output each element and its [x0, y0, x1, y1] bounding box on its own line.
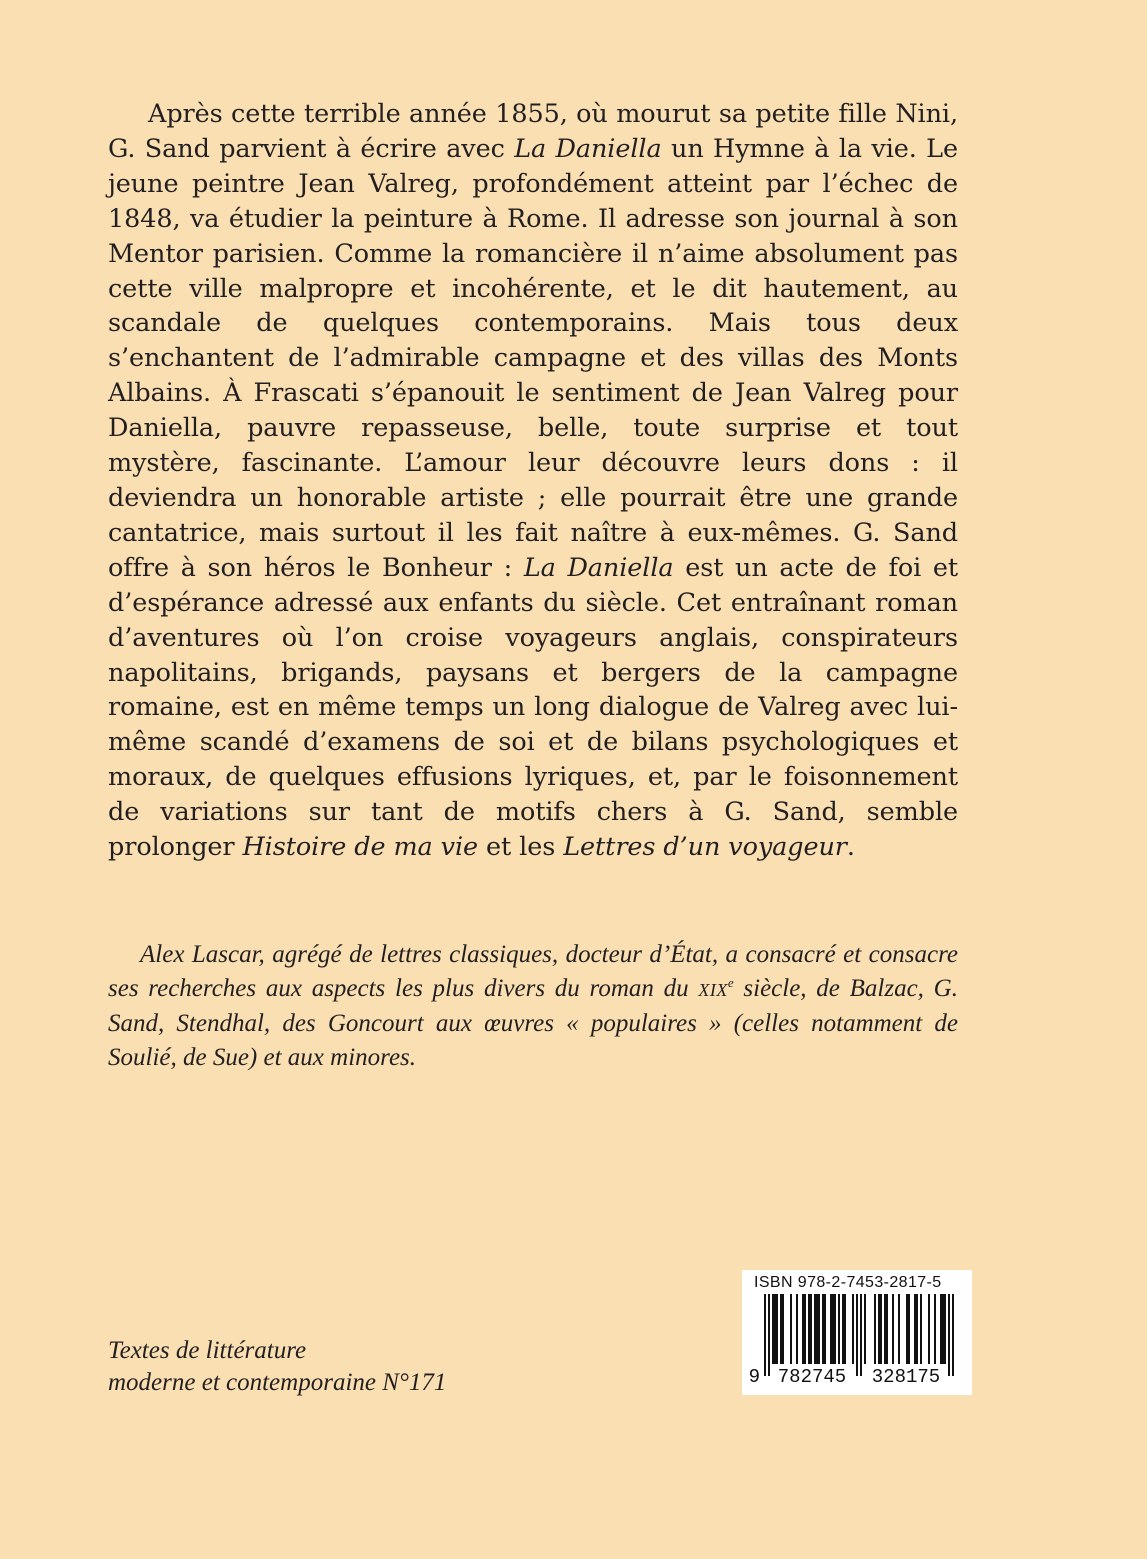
- barcode-bar: [832, 1294, 834, 1364]
- barcode-bar: [928, 1294, 930, 1364]
- century-suffix: e: [727, 975, 734, 990]
- barcode-bar: [898, 1294, 900, 1364]
- barcode-bar: [838, 1294, 840, 1364]
- book-title-italic: La Daniella: [514, 133, 662, 164]
- barcode-bar: [802, 1294, 804, 1364]
- barcode-bar: [856, 1294, 858, 1376]
- barcode-bar: [916, 1294, 918, 1364]
- series-line-2: moderne et contemporaine N°171: [108, 1369, 447, 1396]
- barcode-bar: [814, 1294, 816, 1364]
- blurb-part: et les: [478, 832, 564, 863]
- blurb-paragraph: [108, 97, 958, 865]
- barcode-bar: [892, 1294, 894, 1364]
- barcode-bar: [908, 1294, 910, 1364]
- blurb-part: est un acte de foi et d’espérance adressé aux enfants du siècle. Cet entraînant roman d’aventures où l’on croise voyageurs anglais, conspirateurs napolitains, brigands, paysans et bergers de la campagne romaine, est en même temps un long dialogue de Valreg avec lui-même scandé d’examens de soi et de bilans psychologiques et moraux, de quelques effusions lyriques, et, par le foisonnement de variations sur tant de motifs chers à G. Sand, semble prolonger: [108, 552, 958, 863]
- barcode-bar: [776, 1294, 778, 1364]
- barcode-bar: [884, 1294, 886, 1364]
- barcode-bar: [860, 1294, 862, 1376]
- barcode-bar: [852, 1294, 854, 1364]
- barcode-bar: [952, 1294, 954, 1376]
- barcode-bar: [818, 1294, 820, 1364]
- series-line-1: Textes de littérature: [108, 1337, 307, 1364]
- barcode-bar: [774, 1294, 776, 1364]
- barcode-bar: [920, 1294, 922, 1364]
- barcode-bar: [942, 1294, 944, 1364]
- barcode-bar: [874, 1294, 876, 1364]
- barcode-bar: [824, 1294, 826, 1364]
- barcode-bar: [816, 1294, 818, 1364]
- barcode-bar: [790, 1294, 792, 1364]
- barcode-bar: [878, 1294, 880, 1364]
- barcode-bar: [944, 1294, 946, 1364]
- barcode-bar: [880, 1294, 882, 1364]
- barcode-bar: [864, 1294, 866, 1364]
- blurb-part: un Hymne à la vie. Le jeune peintre Jean Valreg, profondément atteint par l’échec de 1848, va étudier la peinture à Rome. Il adresse son journal à son Mentor parisien. Comme la romancière il n’aime absolument pas cette ville malpropre et incohérente, et le dit hautement, au scandale de quelques contemporains. Mais tous deux s’enchantent de l’admirable campagne et des villas des Monts Albains. À Frascati s’épanouit le sentiment de Jean Valreg pour Daniella, pauvre repasseuse, belle, toute surprise et tout mystère, fascinante. L’amour leur découvre leurs dons : il deviendra un honorable artiste ; elle pourrait être une grande cantatrice, mais surtout il les fait naître à eux-mêmes. G. Sand offre à son héros le Bonheur :: [108, 133, 958, 583]
- barcode-bar: [830, 1294, 832, 1364]
- author-bio-text: siècle, de Balzac, G. Sand, Stendhal, des Goncourt aux œuvres « populaires » (celles notamment de Soulié, de Sue) et aux minores.: [108, 975, 958, 1071]
- barcode-bar: [780, 1294, 782, 1364]
- barcode-bar: [804, 1294, 806, 1364]
- blurb-part: Après cette terrible année 1855, où mourut sa petite fille Nini, G. Sand parvient à écrire avec: [108, 99, 958, 164]
- barcode-bar: [808, 1294, 810, 1364]
- blurb-part: .: [846, 832, 855, 863]
- series-info: [108, 1335, 446, 1399]
- barcode-bar: [796, 1294, 798, 1364]
- barcode-bar: [844, 1294, 846, 1364]
- barcode-bar: [764, 1294, 766, 1376]
- barcode-bar: [772, 1294, 774, 1364]
- barcode-bar: [782, 1294, 784, 1364]
- barcode-digits: 782745: [777, 1366, 847, 1388]
- barcode-bar: [886, 1294, 888, 1364]
- barcode-digits: 9: [748, 1366, 760, 1388]
- barcode-bar: [768, 1294, 770, 1376]
- barcode-bar: [906, 1294, 908, 1364]
- century-numeral: XIX: [698, 980, 728, 1000]
- barcode-bar: [934, 1294, 936, 1364]
- isbn-label: ISBN 978-2-7453-2817-5: [754, 1274, 942, 1291]
- barcode-bar: [822, 1294, 824, 1364]
- author-bio-text: Alex Lascar, agrégé de lettres classiques, docteur d’État, a consacré et consacre ses recherches aux aspects les plus divers du roman du: [108, 941, 958, 1002]
- barcode-bar: [834, 1294, 836, 1364]
- book-title-italic: La Daniella: [523, 552, 674, 583]
- barcode-bar: [842, 1294, 844, 1364]
- book-title-italic: Lettres d’un voyageur: [563, 832, 847, 863]
- author-biography: [108, 938, 958, 1075]
- barcode-bar: [940, 1294, 942, 1364]
- book-title-italic: Histoire de ma vie: [242, 832, 478, 863]
- barcode-bar: [948, 1294, 950, 1376]
- barcode-bar: [914, 1294, 916, 1364]
- barcode-digits: 328175: [871, 1366, 941, 1388]
- barcode-bar: [810, 1294, 812, 1364]
- isbn-barcode: [742, 1270, 972, 1395]
